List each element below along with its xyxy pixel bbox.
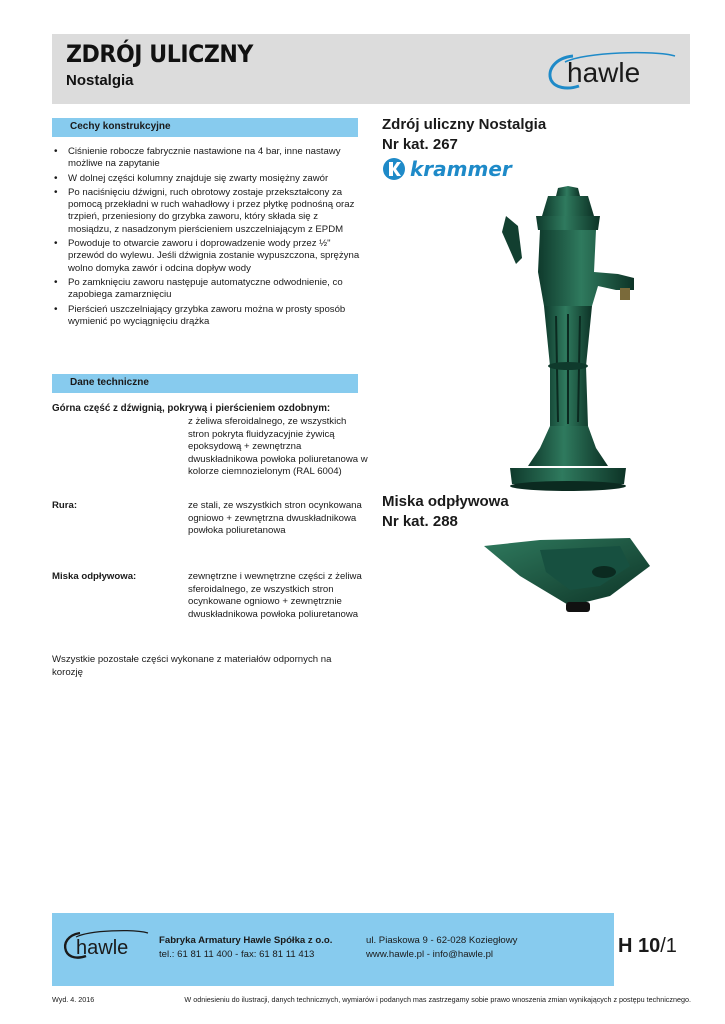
product1-name: Zdrój uliczny Nostalgia — [382, 116, 547, 133]
footer-hawle-logo — [62, 927, 150, 963]
features-heading: Cechy konstrukcyjne — [52, 118, 358, 137]
disclaimer: W odniesieniu do ilustracji, danych technicznych, wymiarów i podanych mas zastrzegamy sobie prawo wnoszenia zmian wynikających z postępu technicznego. — [184, 995, 691, 1004]
tech-top-value: z żeliwa sferoidalnego, ze wszystkich stron pokryta fluidyzacyjnie żywicą epoksydową + zewnętrzna dwuskładnikowa powłoka poliuretanowa w kolorze ciemnozielonym (RAL 6004) — [188, 416, 368, 477]
tech-miska-value: zewnętrzne i wewnętrzne części z żeliwa sferoidalnego, ze wszystkich stron ocynkowane ogniowo + zewnętrznie dwuskładnikowa powłoka poliuretanowa — [188, 571, 362, 620]
page-code-main: H 10 — [618, 935, 661, 957]
footer-address: ul. Piaskowa 9 - 62-028 Koziegłowy — [366, 935, 518, 946]
page-title: ZDRÓJ ULICZNY — [66, 40, 253, 68]
product2-cat: Nr kat. 288 — [382, 513, 458, 530]
street-fountain-image — [488, 186, 648, 492]
page-code — [618, 935, 677, 958]
footer-company: Fabryka Armatury Hawle Spółka z o.o. — [159, 935, 333, 946]
page-footer — [52, 913, 690, 986]
tech-rura-label: Rura: — [52, 500, 78, 511]
list-item: • Powoduje to otwarcie zaworu i doprowadzenie wody przez ½" przewód do wylewu. Jeśli dźwignia zostanie wypuszczona, sprężyna wolno domyka zawór i odcina dopływ wody — [52, 238, 362, 275]
drain-basin-image — [480, 536, 652, 618]
logo-text: hawle — [567, 57, 641, 88]
footer-web[interactable]: www.hawle.pl - info@hawle.pl — [366, 949, 494, 960]
page-header — [52, 34, 690, 104]
product1-cat: Nr kat. 267 — [382, 136, 458, 153]
features-list — [52, 146, 362, 330]
list-item: • W dolnej części kolumny znajduje się zwarty mosiężny zawór — [52, 173, 362, 185]
krammer-logo — [382, 157, 522, 181]
krammer-text: krammer — [410, 157, 512, 181]
list-item: • Pierścień uszczelniający grzybka zaworu można w prosty sposób wymienić po wyciągnięciu drążka — [52, 304, 362, 329]
product2-name: Miska odpływowa — [382, 493, 509, 510]
page-code-sub: /1 — [660, 935, 677, 957]
footer-logo-text: hawle — [76, 937, 129, 959]
tech-rura-value: ze stali, ze wszystkich stron ocynkowana ogniowo + zewnętrzna dwuskładnikowa powłoka poliuretanowa — [188, 500, 362, 536]
tech-heading: Dane techniczne — [52, 374, 358, 393]
tech-miska-label: Miska odpływowa: — [52, 571, 137, 582]
edition: Wyd. 4. 2016 — [52, 995, 95, 1004]
list-item: • Po naciśnięciu dźwigni, ruch obrotowy zostaje przekształcony za pomocą przekładni w ruch wahadłowy i przez płytkę podnośną oraz trzpień, przeniesiony do grzybka zaworu, który składa się z mosiądzu, z nasadzonym pierścieniem uszczelniającym z EPDM — [52, 187, 362, 236]
list-item: • Po zamknięciu zaworu następuje automatyczne odwodnienie, co zapobiega zamarznięciu — [52, 277, 362, 302]
tech-note: Wszystkie pozostałe części wykonane z materiałów odpornych na korozję — [52, 654, 332, 678]
page-subtitle: Nostalgia — [66, 72, 134, 89]
footer-phone: tel.: 61 81 11 400 - fax: 61 81 11 413 — [159, 949, 315, 960]
hawle-logo — [545, 48, 680, 94]
tech-top-label: Górna część z dźwignią, pokrywą i pierścieniem ozdobnym: — [52, 403, 331, 414]
list-item: • Ciśnienie robocze fabrycznie nastawione na 4 bar, inne nastawy możliwe na zapytanie — [52, 146, 362, 171]
